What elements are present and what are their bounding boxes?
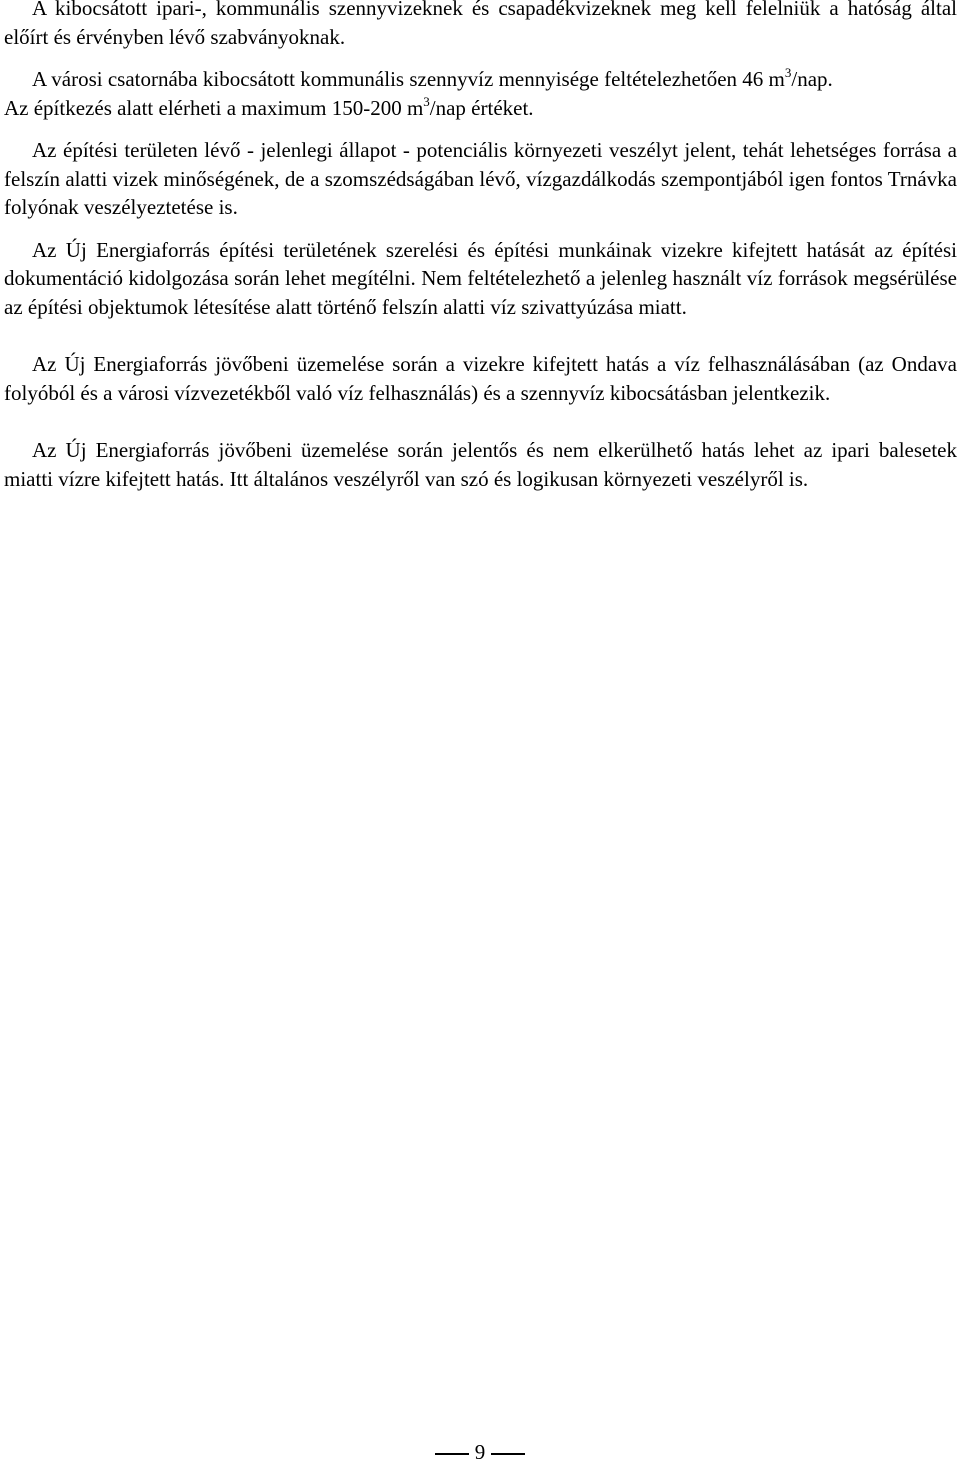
paragraph-site-hazard: Az építési területen lévő - jelenlegi állapot - potenciális környezeti veszélyt jelent, tehát lehetséges forrása a felszín alatti vizek minőségének, de a szomszédságában lévő, vízgazdálkodás szempontjából igen fontos Trnávka folyónak veszélyeztetése is. bbox=[4, 138, 957, 219]
footer-dash-left bbox=[435, 1453, 469, 1455]
paragraph-sewage-volume bbox=[4, 65, 957, 122]
page-footer bbox=[0, 1440, 960, 1464]
document-page bbox=[4, 0, 957, 493]
construction-volume-unit: /nap értéket. bbox=[429, 95, 534, 120]
sewage-volume-unit: /nap. bbox=[791, 67, 833, 91]
footer-dash-right bbox=[491, 1453, 525, 1455]
cubic-superscript: 3 bbox=[423, 93, 430, 109]
sewage-volume-text: A városi csatornába kibocsátott kommunális szennyvíz mennyisége feltételezhetően 46 m bbox=[32, 67, 785, 91]
cubic-superscript: 3 bbox=[784, 65, 792, 80]
construction-volume-line bbox=[4, 94, 957, 123]
construction-volume-text: Az építkezés alatt elérheti a maximum 150-200 m bbox=[4, 95, 424, 120]
page-number: 9 bbox=[474, 1440, 486, 1464]
paragraph-operation-water-use: Az Új Energiaforrás jövőbeni üzemelése során a vizekre kifejtett hatás a víz felhasználásában (az Ondava folyóból és a városi vízvezetékből való víz felhasználás) és a szennyvíz kibocsátásban jelentkezik. bbox=[4, 352, 957, 405]
paragraph-industrial-accidents: Az Új Energiaforrás jövőbeni üzemelése során jelentős és nem elkerülhető hatás lehet az ipari balesetek miatti vízre kifejtett hatás. Itt általános veszélyről van szó és logikusan környezeti veszélyről is. bbox=[4, 438, 957, 491]
paragraph-construction-impact: Az Új Energiaforrás építési területének szerelési és építési munkáinak vizekre kifejtett hatását az építési dokumentáció kidolgozása során lehet megítélni. Nem feltételezhető a jelenleg használt víz források megsérülése az építési objektumok létesítése alatt történő felszín alatti víz szivattyúzása miatt. bbox=[4, 237, 957, 319]
paragraph-wastewater-standards: A kibocsátott ipari-, kommunális szennyvizeknek és csapadékvizeknek meg kell felelniük a hatóság által előírt és érvényben lévő szabványoknak. bbox=[4, 0, 957, 49]
sewage-volume-line bbox=[4, 65, 957, 94]
